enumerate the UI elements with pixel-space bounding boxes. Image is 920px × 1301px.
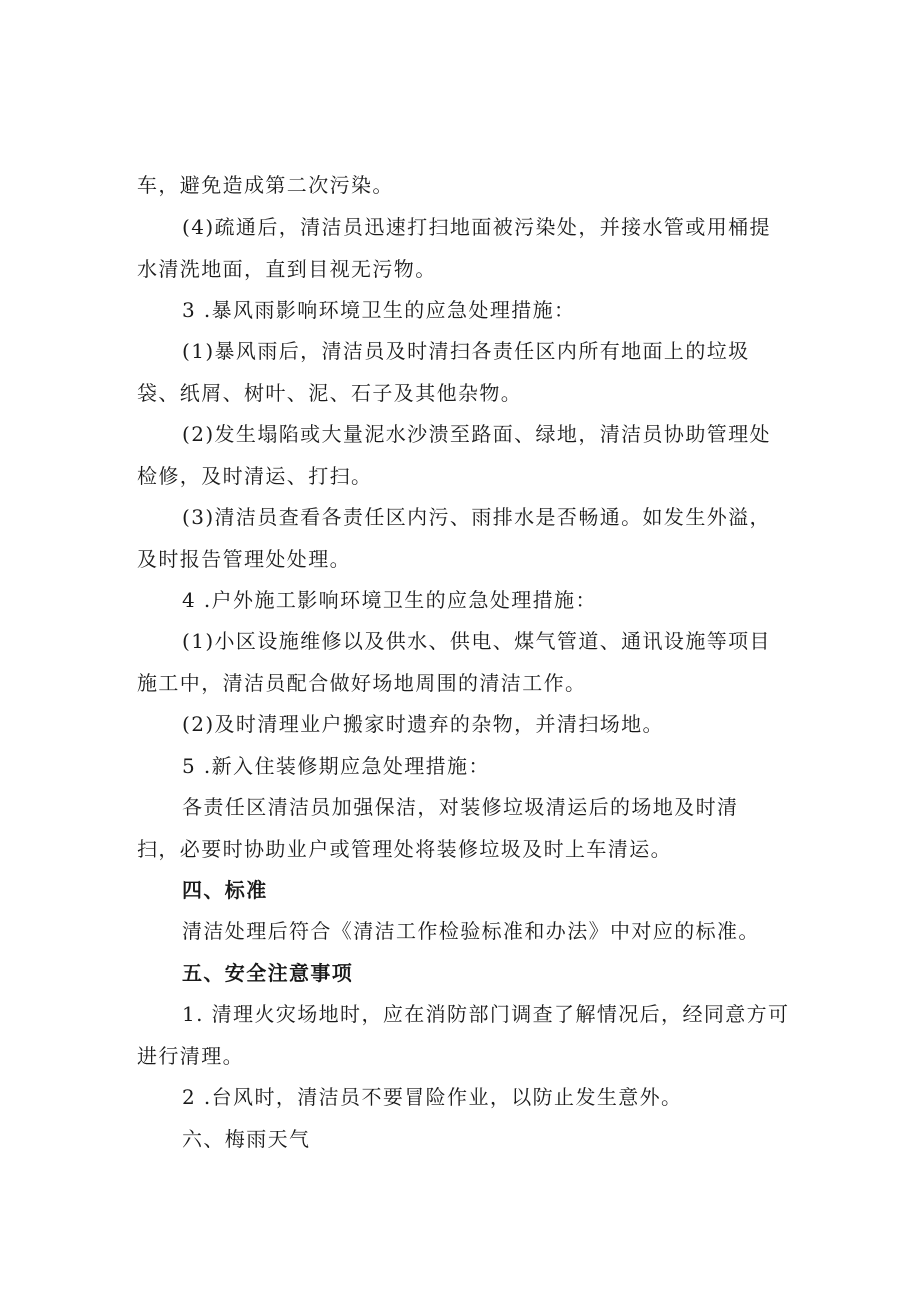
- text-line: (2)发生塌陷或大量泥水沙溃至路面、绿地，清洁员协助管理处: [182, 422, 771, 446]
- text-line: 扫，必要时协助业户或管理处将装修垃圾及时上车清运。: [137, 837, 672, 861]
- section-heading: 4 .户外施工影响环境卫生的应急处理措施：: [182, 588, 597, 612]
- text-line: (2)及时清理业户搬家时遗弃的杂物，并清扫场地。: [182, 712, 664, 736]
- text-line: 2 .台风时，清洁员不要冒险作业，以防止发生意外。: [182, 1085, 683, 1109]
- text-line: (1)小区设施维修以及供水、供电、煤气管道、通讯设施等项目: [182, 629, 771, 653]
- text-line: 检修，及时清运、打扫。: [137, 464, 373, 488]
- text-line: 水清洗地面，直到目视无污物。: [137, 257, 437, 281]
- text-line: 车，避免造成第二次污染。: [137, 173, 394, 197]
- text-line: 清洁处理后符合《清洁工作检验标准和办法》中对应的标准。: [182, 919, 760, 943]
- text-line: 各责任区清洁员加强保洁，对装修垃圾清运后的场地及时清: [182, 795, 739, 819]
- text-line: 进行清理。: [137, 1044, 244, 1068]
- text-line: (4)疏通后，清洁员迅速打扫地面被污染处，并接水管或用桶提: [182, 215, 771, 239]
- section-heading: 5 .新入住装修期应急处理措施：: [182, 754, 490, 778]
- text-line: (3)清洁员查看各责任区内污、雨排水是否畅通。如发生外溢，: [182, 505, 771, 529]
- text-line: 1. 清理火灾场地时，应在消防部门调查了解情况后，经同意方可: [182, 1002, 790, 1026]
- chapter-heading: 四、标准: [182, 878, 268, 902]
- chapter-heading: 六、梅雨天气: [182, 1127, 311, 1151]
- text-line: 施工中，清洁员配合做好场地周围的清洁工作。: [137, 671, 587, 695]
- text-line: 袋、纸屑、树叶、泥、石子及其他杂物。: [137, 381, 523, 405]
- text-line: (1)暴风雨后，清洁员及时清扫各责任区内所有地面上的垃圾: [182, 339, 750, 363]
- chapter-heading: 五、安全注意事项: [182, 961, 354, 985]
- section-heading: 3 .暴风雨影响环境卫生的应急处理措施：: [182, 298, 576, 322]
- text-line: 及时报告管理处处理。: [137, 547, 351, 571]
